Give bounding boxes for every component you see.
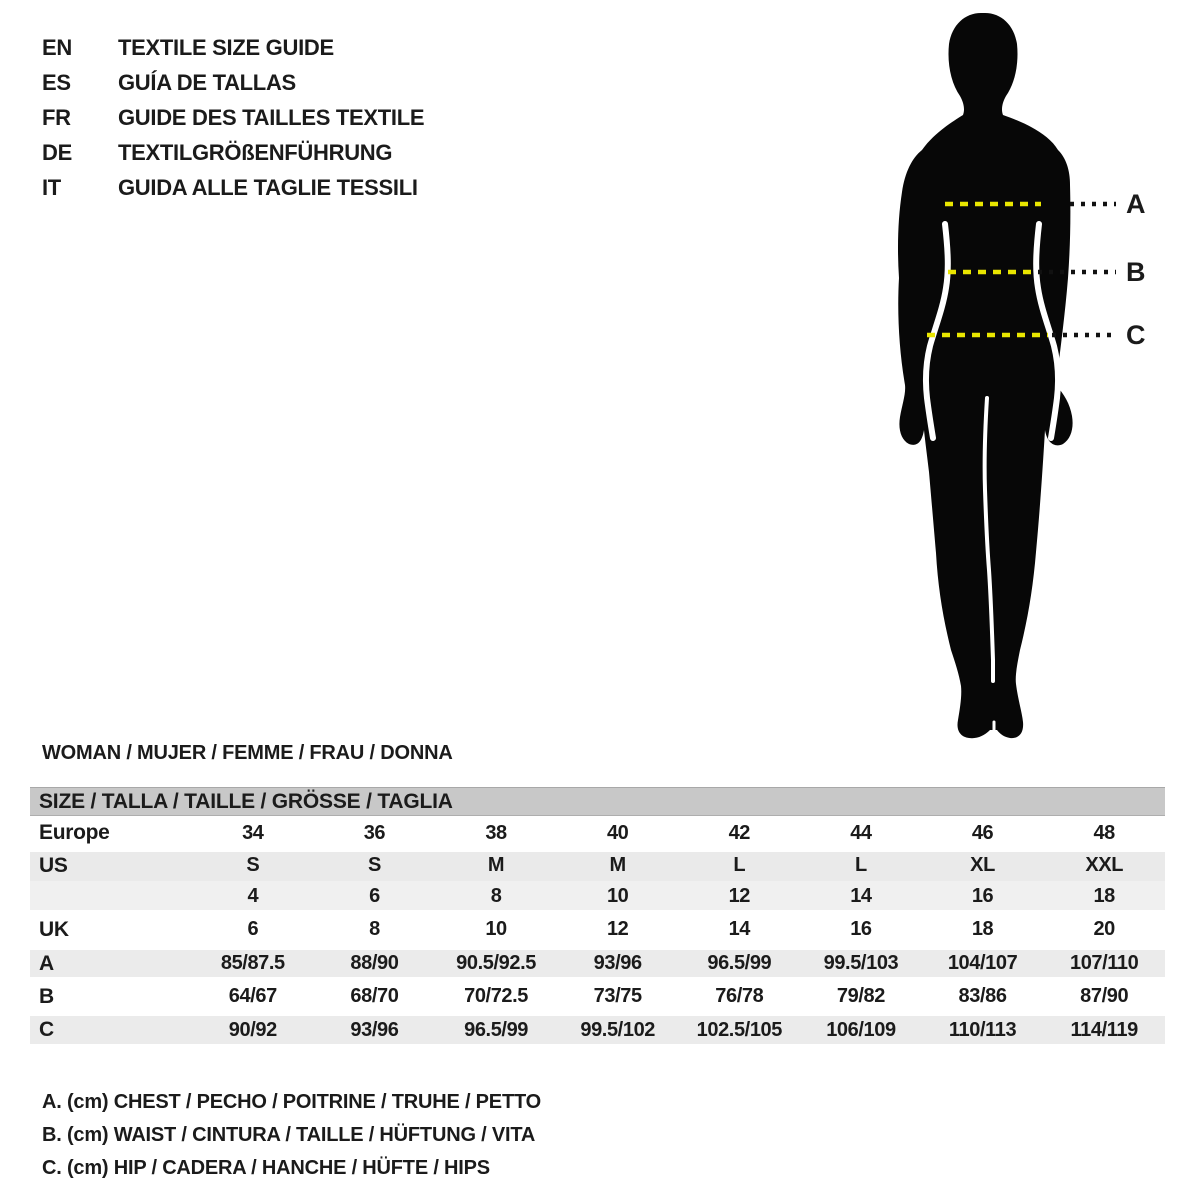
size-cell: 18 [1093,885,1115,907]
size-row-us-number [30,881,1165,912]
size-cell: 87/90 [1080,985,1129,1007]
woman-silhouette [880,0,1200,760]
language-code: EN [42,34,72,60]
language-code: FR [42,104,71,130]
size-cell: S [246,854,260,876]
size-cell: 34 [242,821,264,844]
size-cell: 102.5/105 [696,1018,782,1041]
size-cell: 90/92 [228,1018,277,1041]
section-title: WOMAN / MUJER / FEMME / FRAU / DONNA [42,742,453,764]
size-cell: 93/96 [593,952,642,974]
size-row-label: C [39,1018,54,1041]
size-cell: 14 [850,885,872,907]
language-code: IT [42,174,61,200]
guide-title-translation: GUIDA ALLE TAGLIE TESSILI [118,174,418,200]
size-cell: M [487,854,505,876]
marker-label-b: B [1126,257,1146,287]
size-cell: 38 [485,821,507,844]
size-row-label: B [39,984,54,1008]
size-row-b [30,980,1165,1013]
size-cell: 44 [850,821,872,844]
size-cell: 99.5/103 [823,952,899,974]
size-cell: 96.5/99 [707,952,772,974]
size-cell: 46 [971,821,994,844]
size-cell: 12 [728,885,751,907]
size-cell: 70/72.5 [464,985,529,1007]
size-row-a [30,947,1165,980]
size-table-body [30,816,1165,1047]
size-cell: 48 [1093,821,1115,844]
size-row-europe [30,816,1165,850]
size-row-label: UK [39,917,69,941]
size-cell: 114/119 [1070,1018,1138,1041]
size-cell: 83/86 [958,985,1007,1007]
guide-title-translation: TEXTILE SIZE GUIDE [118,34,334,60]
size-row-c [30,1013,1165,1047]
legend-row-b: B. (cm) WAIST / CINTURA / TAILLE / HÜFTUNG / VITA [42,1124,536,1146]
size-cell: M [609,854,626,876]
size-cell: 8 [490,885,502,907]
size-cell: 99.5/102 [580,1018,656,1041]
size-cell: 10 [606,885,629,907]
size-cell: 42 [728,821,751,844]
size-cell: 4 [247,885,259,907]
guide-title-translation: TEXTILGRÖßENFÜHRUNG [118,139,393,165]
marker-label-a: A [1126,189,1146,219]
language-code: ES [42,69,71,95]
size-cell: 79/82 [836,985,885,1007]
legend-row-c: C. (cm) HIP / CADERA / HANCHE / HÜFTE / HIPS [42,1157,490,1179]
size-cell: 90.5/92.5 [456,952,536,974]
size-cell: 14 [728,918,751,940]
guide-title-translation: GUÍA DE TALLAS [118,69,296,95]
size-cell: 93/96 [350,1018,399,1041]
marker-label-c: C [1126,320,1146,350]
size-row-label: US [39,853,68,877]
size-table-header: SIZE / TALLA / TAILLE / GRÖSSE / TAGLIA [30,787,1165,816]
language-code: DE [42,139,72,165]
size-cell: 85/87.5 [220,952,285,974]
size-cell: 20 [1093,918,1115,940]
size-row-uk [30,912,1165,947]
guide-title-translation: GUIDE DES TAILLES TEXTILE [118,104,425,130]
size-cell: XL [970,854,995,876]
size-cell: 73/75 [593,985,642,1007]
size-cell: 16 [850,918,872,940]
size-cell: 6 [369,885,380,907]
size-cell: 12 [606,918,629,940]
size-table [30,787,1165,1047]
size-cell: 68/70 [350,985,399,1007]
size-cell: 40 [606,821,629,844]
size-cell: 10 [485,918,507,940]
size-cell: 106/109 [826,1018,896,1041]
size-row-us-letter [30,850,1165,881]
size-cell: 104/107 [947,952,1018,974]
size-cell: 110/113 [948,1018,1017,1041]
size-cell: 18 [971,918,994,940]
size-cell: 107/110 [1069,952,1139,974]
size-cell: S [367,854,381,876]
size-cell: 36 [363,821,386,844]
size-cell: 8 [369,918,380,940]
size-cell: 64/67 [228,985,277,1007]
size-cell: L [733,854,746,876]
size-cell: 76/78 [715,985,764,1007]
legend-row-a: A. (cm) CHEST / PECHO / POITRINE / TRUHE / PETTO [42,1091,541,1113]
measurement-legend [42,1086,541,1185]
size-cell: XXL [1085,854,1124,876]
size-cell: 96.5/99 [464,1018,529,1041]
size-cell: 6 [247,918,259,940]
size-cell: L [855,854,867,876]
size-cell: 16 [971,885,994,907]
size-row-label: A [39,951,54,975]
size-cell: 88/90 [350,952,399,974]
size-row-label: Europe [39,821,110,844]
